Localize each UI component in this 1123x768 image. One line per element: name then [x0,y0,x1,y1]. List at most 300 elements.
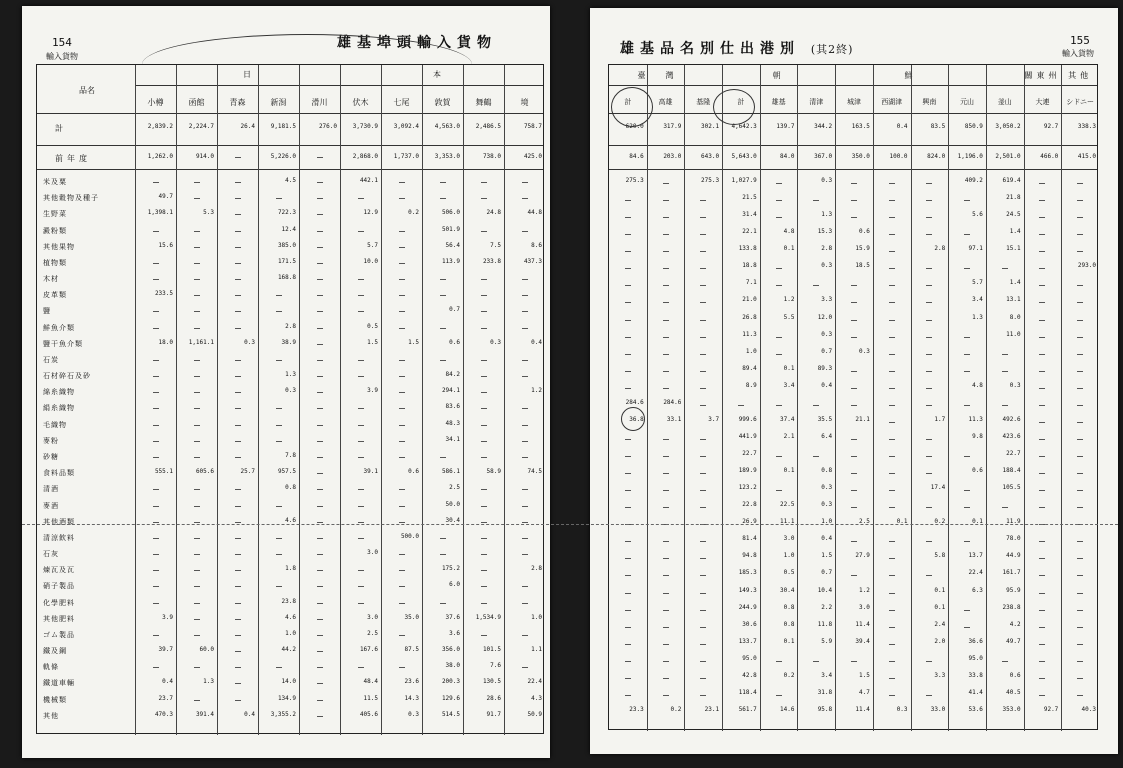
empty-dash [153,376,159,377]
table-cell: 385.0 [277,241,296,249]
empty-dash [1039,695,1045,696]
table-cell: 425.0 [523,153,542,160]
table-cell: 23.7 [158,694,173,702]
table-cell: 1.4 [1009,279,1021,287]
column-divider [1024,65,1025,731]
row-label: 鮮魚介類 [43,323,75,332]
table-cell: 0.4 [896,123,908,130]
empty-dash [1077,558,1083,559]
table-cell: 149.3 [738,586,757,594]
table-cell: 4.8 [972,381,983,389]
empty-dash [700,507,706,508]
table-cell: 0.7 [821,569,833,577]
row-label: 石炭 [43,355,59,364]
empty-dash [889,217,895,218]
empty-dash [1039,200,1045,201]
empty-dash [194,489,200,490]
pencil-circle [621,407,645,431]
empty-dash [889,183,895,184]
table-cell: 24.8 [486,209,501,217]
table-cell: 0.5 [783,569,795,577]
column-header: 新潟 [270,98,287,107]
empty-dash [317,683,323,684]
table-cell: 8.6 [531,241,542,249]
table-cell: 5.9 [821,637,833,645]
table-cell: 7.8 [285,452,296,459]
table-cell: 0.6 [858,228,870,236]
empty-dash [399,489,405,490]
empty-dash [1002,371,1008,372]
table-cell: 39.4 [855,637,870,645]
table-cell: 0.8 [783,620,795,628]
table-cell: 2.5 [858,518,870,526]
empty-dash [776,337,782,338]
empty-dash [663,678,669,679]
table-cell: 356.0 [441,646,460,654]
table-cell: 40.3 [1081,705,1096,713]
table-cell: 1.0 [821,518,833,526]
empty-dash [851,507,857,508]
empty-dash [1039,627,1045,628]
empty-dash [153,360,159,361]
empty-dash [964,337,970,338]
empty-dash [700,251,706,252]
table-cell: 15.9 [855,245,870,253]
empty-dash [317,360,323,361]
table-cell: 12.9 [363,209,378,217]
table-cell: 185.3 [738,569,757,577]
empty-dash [317,311,323,312]
empty-dash [522,360,528,361]
table-cell: 163.5 [851,123,870,130]
table-cell: 0.6 [1009,671,1021,679]
table-cell: 0.6 [449,338,460,346]
empty-dash [399,247,405,248]
table-cell: 233.5 [154,290,173,298]
empty-dash [813,200,819,201]
table-cell: 1.0 [745,347,757,355]
empty-dash [235,603,241,604]
table-cell: 49.7 [1006,637,1021,645]
empty-dash [522,538,528,539]
empty-dash [851,661,857,662]
empty-dash [889,644,895,645]
empty-dash [1039,217,1045,218]
empty-dash [481,586,487,587]
empty-dash [889,337,895,338]
empty-dash [522,182,528,183]
table-cell: 35.0 [404,613,419,621]
empty-dash [317,506,323,507]
empty-dash [700,473,706,474]
table-cell: 0.1 [783,364,795,372]
table-cell: 84.6 [629,153,644,160]
empty-dash [153,441,159,442]
table-cell: 4.8 [783,228,795,236]
table-cell: 1,262.0 [147,153,173,160]
empty-dash [889,200,895,201]
table-cell: 81.4 [742,535,757,543]
table-cell: 22.4 [968,569,983,577]
empty-dash [399,603,405,604]
empty-dash [776,285,782,286]
table-cell: 48.3 [445,419,460,427]
empty-dash [813,661,819,662]
empty-dash [440,457,446,458]
empty-dash [663,251,669,252]
table-cell: 33.0 [930,705,946,713]
empty-dash [851,285,857,286]
empty-dash [481,554,487,555]
empty-dash [194,700,200,701]
empty-dash [964,456,970,457]
table-cell: 367.0 [814,153,833,160]
row-label: 其他 [43,711,59,720]
empty-dash [153,570,159,571]
empty-dash [663,439,669,440]
table-cell: 11.5 [363,694,378,702]
empty-dash [1039,422,1045,423]
table-cell: 95.0 [742,654,757,662]
table-cell: 238.8 [1002,603,1021,611]
column-header: 伏木 [352,98,369,107]
empty-dash [776,183,782,184]
empty-dash [194,506,200,507]
page-subhead: 輸入貨物 [1062,49,1094,58]
empty-dash [235,279,241,280]
empty-dash [813,456,819,457]
empty-dash [522,554,528,555]
table-cell: 1.5 [367,338,378,346]
empty-dash [317,716,323,717]
empty-dash [358,376,364,377]
empty-dash [317,392,323,393]
table-cell: 275.3 [701,177,720,184]
empty-dash [964,507,970,508]
empty-dash [153,489,159,490]
empty-dash [926,388,932,389]
empty-dash [194,198,200,199]
empty-dash [926,695,932,696]
empty-dash [358,457,364,458]
column-divider [504,65,505,735]
empty-dash [399,554,405,555]
empty-dash [399,198,405,199]
table-cell: 2.4 [934,620,946,628]
empty-dash [1039,593,1045,594]
table-cell: 21.0 [742,296,757,304]
empty-dash [194,586,200,587]
group-header: 其他 [1068,71,1093,80]
table-cell: 284.6 [663,398,682,406]
empty-dash [1077,627,1083,628]
table-cell: 437.3 [523,257,542,265]
table-cell: 0.3 [821,177,833,184]
empty-dash [1077,320,1083,321]
empty-dash [700,268,706,269]
column-header: 高雄 [658,98,673,106]
table-cell: 30.4 [445,516,460,524]
empty-dash [1039,541,1045,542]
empty-dash [153,311,159,312]
empty-dash [738,405,744,406]
empty-dash [194,457,200,458]
table-cell: 95.0 [968,654,983,662]
empty-dash [194,441,200,442]
row-label: 軌條 [43,663,59,672]
empty-dash [399,392,405,393]
page-number: 155 [1070,34,1090,47]
table-cell: 21.5 [742,194,757,202]
table-cell: 30.6 [742,620,757,628]
empty-dash [926,456,932,457]
table-cell: 1.0 [285,629,296,637]
table-cell: 130.5 [482,678,501,686]
empty-dash [663,200,669,201]
table-cell: 2.2 [821,603,833,611]
empty-dash [889,575,895,576]
table-cell: 44.2 [281,646,296,654]
empty-dash [358,231,364,232]
row-label: 石灰 [43,550,59,559]
table-cell: 23.6 [404,678,419,686]
empty-dash [1039,337,1045,338]
empty-dash [663,575,669,576]
table-cell: 738.0 [482,153,501,160]
column-header: 興南 [922,98,937,106]
empty-dash [399,441,405,442]
empty-dash [700,302,706,303]
empty-dash [358,311,364,312]
empty-dash [964,371,970,372]
empty-dash [317,328,323,329]
table-cell: 101.5 [482,646,501,654]
table-cell: 4.2 [1009,620,1021,628]
table-cell: 58.9 [486,468,501,476]
empty-dash [522,198,528,199]
table-cell: 2,839.2 [147,123,173,130]
empty-dash [317,473,323,474]
fold-line [22,524,1118,525]
table-cell: 100.0 [889,153,908,160]
table-cell: 1.5 [821,552,833,560]
column-divider [797,65,798,731]
table-cell: 999.6 [738,415,757,423]
empty-dash [235,683,241,684]
row-label: 木材 [43,275,59,284]
table-cell: 0.6 [408,468,419,476]
empty-dash [235,651,241,652]
row-label: 石材碎石及砂 [43,372,91,381]
table-cell: 40.5 [1006,688,1021,696]
row-label: 前年度 [55,154,91,163]
empty-dash [194,279,200,280]
empty-dash [235,522,241,523]
empty-dash [481,506,487,507]
table-cell: 171.5 [277,257,296,265]
table-cell: 4.6 [285,613,296,621]
empty-dash [625,627,631,628]
table-cell: 49.7 [158,193,173,201]
empty-dash [399,360,405,361]
empty-dash [399,408,405,409]
column-header: 滑川 [311,98,328,107]
group-header-hon: 本 [433,70,441,79]
table-cell: 21.1 [855,415,870,423]
empty-dash [481,231,487,232]
table-cell: 2.5 [367,629,378,637]
empty-dash [317,570,323,571]
empty-dash [522,489,528,490]
table-cell: 3,050.2 [995,123,1021,130]
empty-dash [522,425,528,426]
empty-dash [625,473,631,474]
empty-dash [317,198,323,199]
empty-dash [663,490,669,491]
table-cell: 6.4 [821,432,833,440]
table-cell: 26.8 [742,313,757,321]
empty-dash [700,678,706,679]
empty-dash [700,661,706,662]
group-header: 朝 [772,71,785,80]
empty-dash [625,661,631,662]
table-cell: 3.4 [783,381,795,389]
empty-dash [889,593,895,594]
empty-dash [194,554,200,555]
column-divider [381,65,382,735]
empty-dash [964,405,970,406]
table-cell: 15.6 [158,241,173,249]
empty-dash [440,182,446,183]
table-cell: 0.7 [449,306,460,314]
empty-dash [522,279,528,280]
empty-dash [776,217,782,218]
table-cell: 23.8 [281,597,296,605]
column-divider [176,65,177,735]
empty-dash [1039,490,1045,491]
table-cell: 26.9 [742,518,757,526]
table-cell: 0.5 [367,322,378,330]
empty-dash [317,667,323,668]
empty-dash [851,200,857,201]
table-cell: 21.8 [1006,194,1021,202]
empty-dash [1039,507,1045,508]
table-cell: 11.3 [968,415,983,423]
table-cell: 1,196.0 [957,153,983,160]
empty-dash [317,247,323,248]
empty-dash [700,371,706,372]
table-cell: 11.0 [1006,330,1021,338]
table-cell: 3.3 [934,671,946,679]
empty-dash [1077,234,1083,235]
empty-dash [1077,371,1083,372]
empty-dash [1077,302,1083,303]
table-cell: 353.0 [1002,705,1021,713]
empty-dash [276,538,282,539]
table-cell: 18.0 [158,338,173,346]
empty-dash [889,661,895,662]
empty-dash [1077,183,1083,184]
row-label: 清涼飲料 [43,533,75,542]
empty-dash [1039,320,1045,321]
empty-dash [889,473,895,474]
table-cell: 97.1 [968,245,983,253]
empty-dash [235,667,241,668]
empty-dash [1039,285,1045,286]
empty-dash [317,441,323,442]
table-cell: 957.5 [277,468,296,476]
empty-dash [625,575,631,576]
empty-dash [194,635,200,636]
empty-dash [1002,405,1008,406]
empty-dash [358,667,364,668]
empty-dash [276,441,282,442]
table-cell: 619.4 [1002,177,1021,184]
table-cell: 5.3 [203,209,214,217]
empty-dash [153,667,159,668]
table-cell: 11.3 [742,330,757,338]
row-label: 煉瓦及瓦 [43,566,75,575]
table-cell: 0.8 [821,467,833,475]
table-cell: 0.3 [858,347,870,355]
empty-dash [399,311,405,312]
table-cell: 1.1 [531,646,542,654]
empty-dash [663,371,669,372]
empty-dash [235,198,241,199]
empty-dash [522,457,528,458]
table-cell: 50.0 [445,500,460,508]
table-cell: 0.1 [783,245,795,253]
table-cell: 1.5 [408,338,419,346]
empty-dash [153,586,159,587]
table-cell: 22.7 [742,450,757,457]
empty-dash [481,425,487,426]
empty-dash [317,182,323,183]
table-cell: 31.4 [742,211,757,219]
empty-dash [481,538,487,539]
table-cell: 22.7 [1006,450,1021,457]
empty-dash [1039,473,1045,474]
empty-dash [522,667,528,668]
table-cell: 1.2 [858,586,870,594]
table-cell: 0.3 [285,387,296,395]
table-cell: 2.8 [531,565,542,573]
empty-dash [440,538,446,539]
table-cell: 14.3 [404,694,419,702]
table-cell: 0.2 [408,209,419,217]
empty-dash [625,251,631,252]
empty-dash [964,541,970,542]
table-cell: 92.7 [1043,705,1059,713]
empty-dash [813,285,819,286]
table-cell: 11.4 [855,705,870,713]
table-cell: 23.1 [704,705,720,713]
table-cell: 0.4 [821,535,833,543]
empty-dash [276,506,282,507]
empty-dash [813,405,819,406]
empty-dash [235,700,241,701]
table-cell: 501.9 [441,225,460,233]
table-cell: 13.7 [968,552,983,560]
empty-dash [1002,507,1008,508]
empty-dash [1077,541,1083,542]
table-cell: 0.2 [670,705,682,713]
empty-dash [153,457,159,458]
table-cell: 2.1 [783,432,795,440]
empty-dash [889,302,895,303]
empty-dash [194,328,200,329]
table-cell: 0.1 [934,603,946,611]
